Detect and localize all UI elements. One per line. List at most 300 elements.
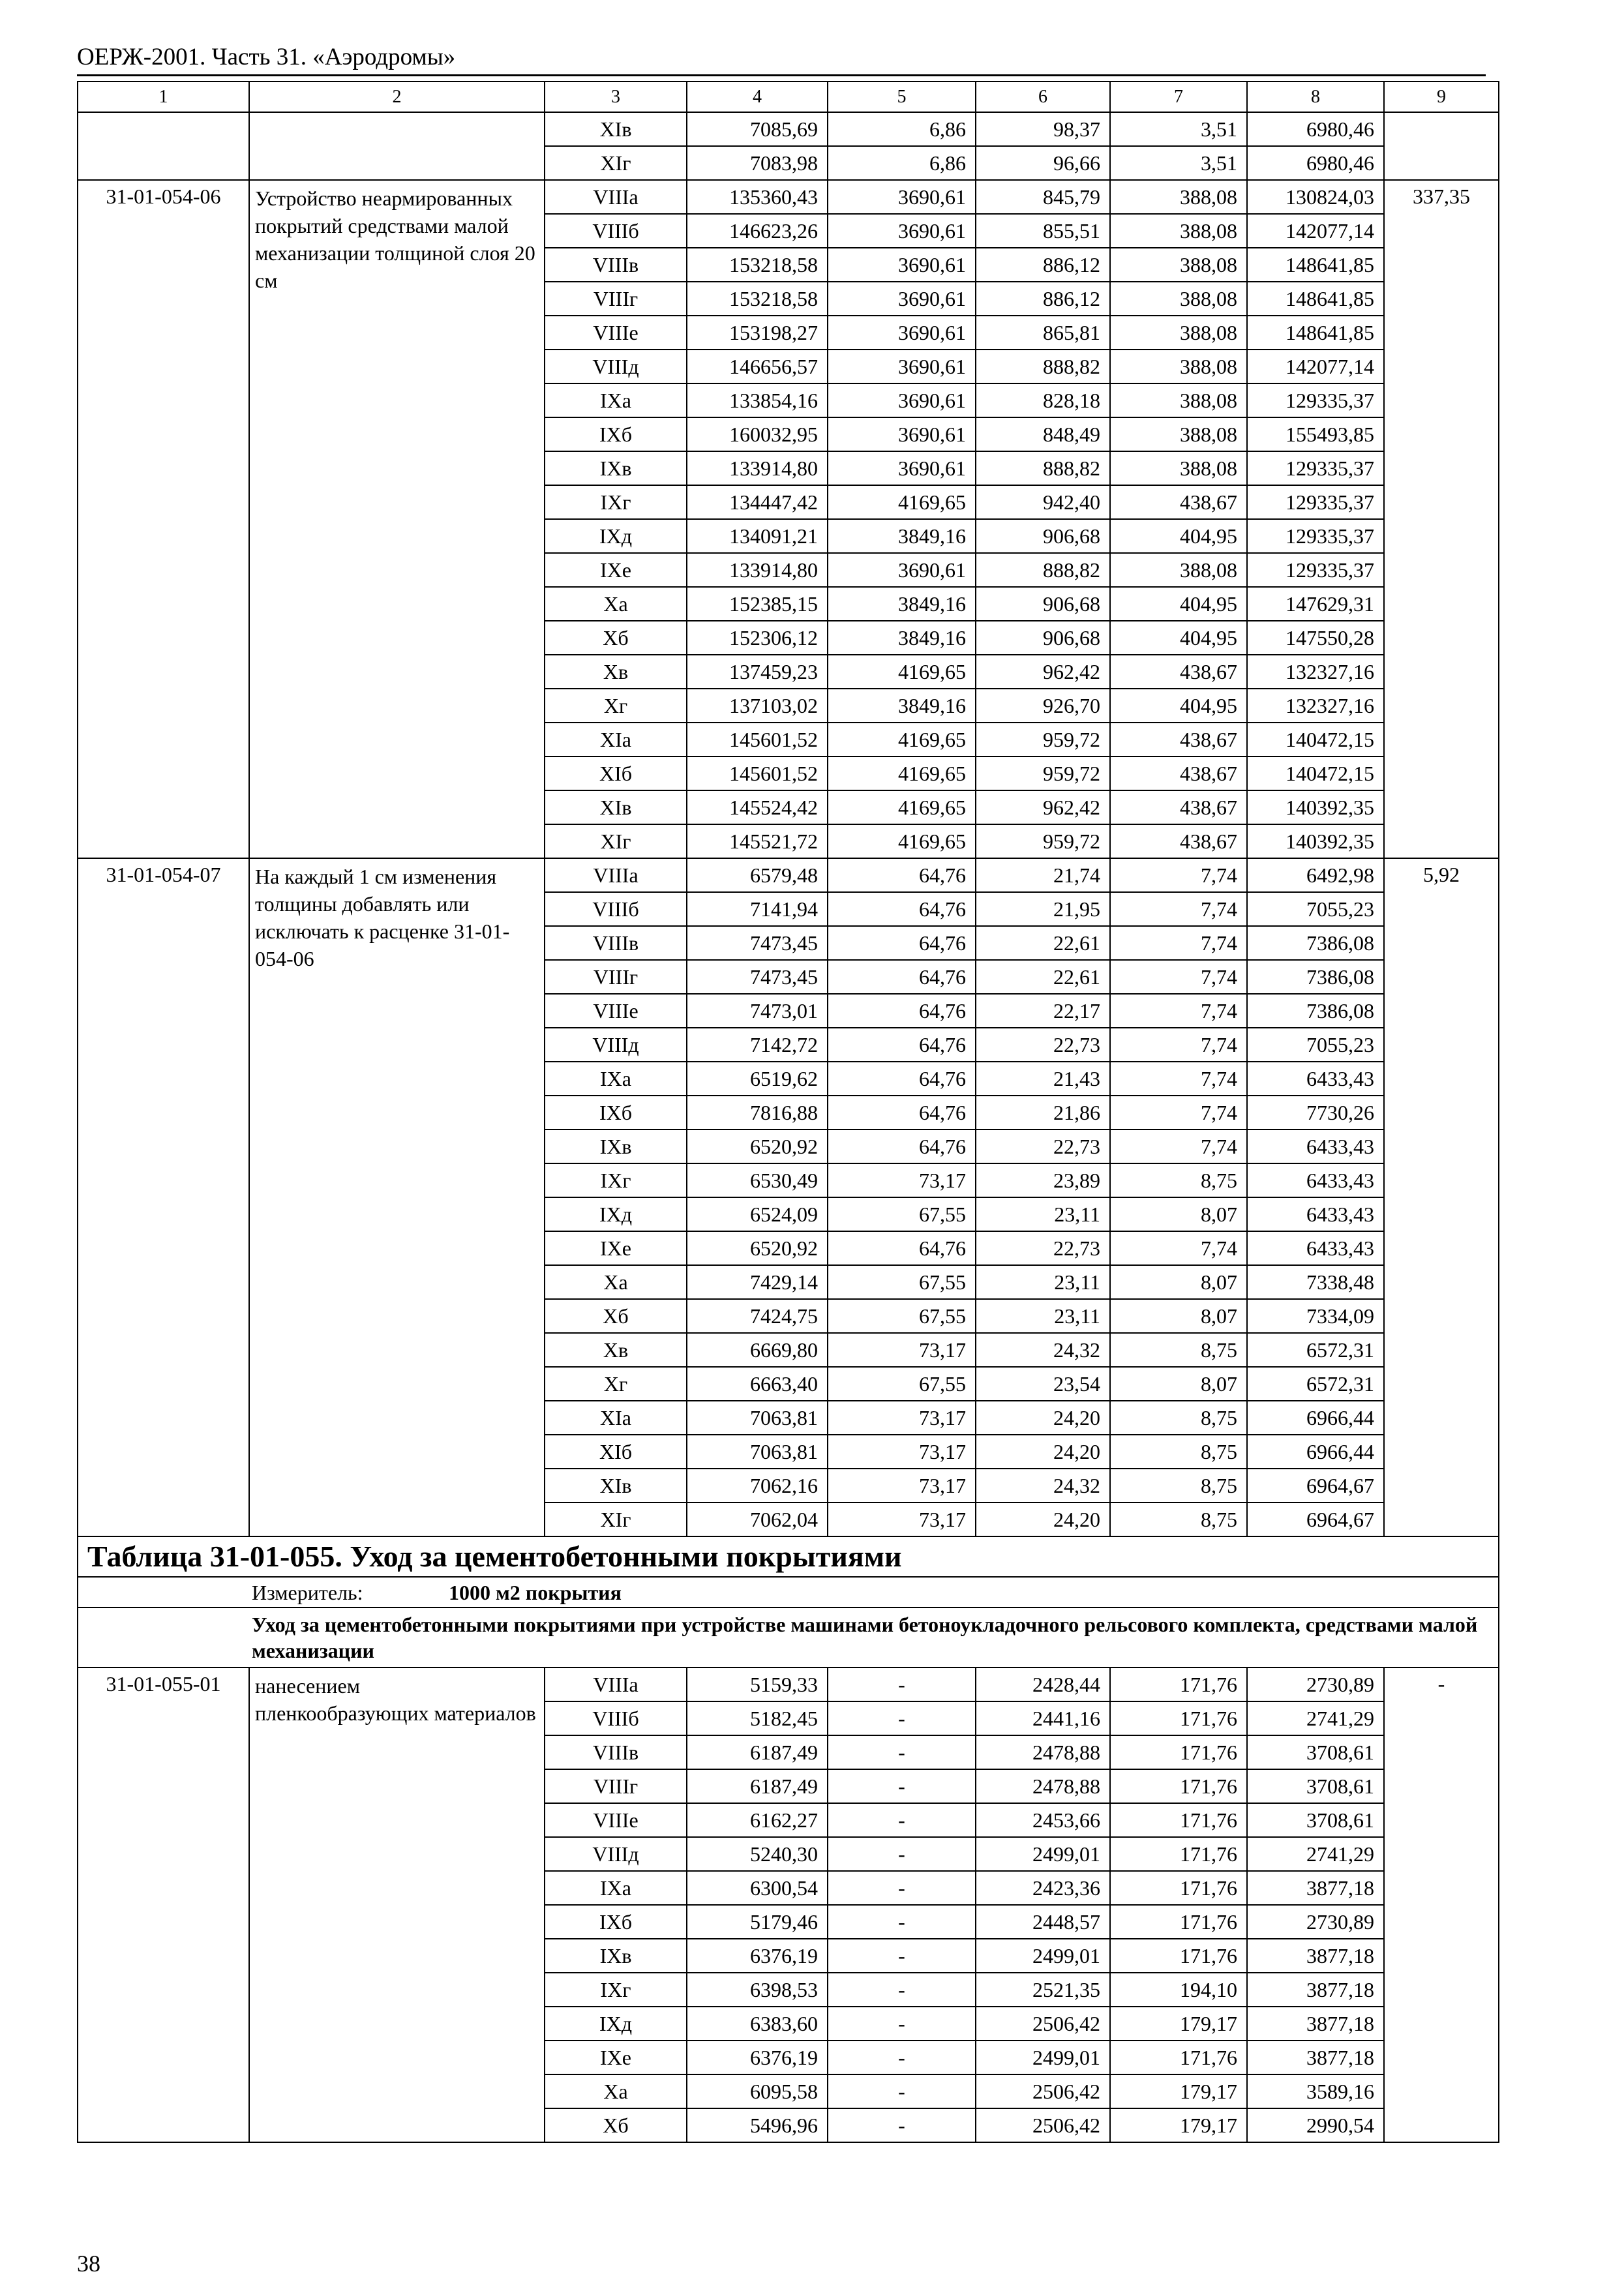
work-description: На каждый 1 см изменения толщины добавлять или исключать к расценке 31-01-054-06 <box>249 858 545 1536</box>
cell-operator-wages: 171,76 <box>1110 2041 1247 2074</box>
cell-materials: 2990,54 <box>1247 2108 1384 2142</box>
column-number-row <box>78 82 1499 112</box>
cell-machines: 959,72 <box>976 756 1110 790</box>
cell-zone: VIIIг <box>545 1769 687 1803</box>
cell-materials: 6964,67 <box>1247 1469 1384 1503</box>
cell-machine-wages: 3690,61 <box>828 451 976 485</box>
cell-total: 153218,58 <box>687 282 828 316</box>
cell-materials: 7730,26 <box>1247 1096 1384 1130</box>
cell-zone: IXд <box>545 519 687 553</box>
cell-labor <box>1384 112 1499 180</box>
cell-materials: 129335,37 <box>1247 451 1384 485</box>
cell-machines: 21,95 <box>976 892 1110 926</box>
cell-total: 134091,21 <box>687 519 828 553</box>
cell-machine-wages: 67,55 <box>828 1367 976 1401</box>
cell-total: 160032,95 <box>687 417 828 451</box>
cell-machines: 98,37 <box>976 112 1110 146</box>
cell-operator-wages: 171,76 <box>1110 1803 1247 1837</box>
cell-total: 7424,75 <box>687 1299 828 1333</box>
cell-zone: VIIIд <box>545 350 687 383</box>
cell-operator-wages: 179,17 <box>1110 2108 1247 2142</box>
cell-operator-wages: 404,95 <box>1110 621 1247 655</box>
cell-machine-wages: 3690,61 <box>828 316 976 350</box>
cell-total: 5159,33 <box>687 1668 828 1701</box>
cell-total: 6187,49 <box>687 1769 828 1803</box>
cell-machine-wages: - <box>828 1668 976 1701</box>
subtitle-cell <box>78 1608 1499 1668</box>
cell-machine-wages: 64,76 <box>828 926 976 960</box>
cell-zone: VIIIб <box>545 1701 687 1735</box>
cell-zone: IXб <box>545 1905 687 1939</box>
cell-total: 6520,92 <box>687 1130 828 1163</box>
cell-machines: 24,20 <box>976 1435 1110 1469</box>
cell-machines: 22,61 <box>976 960 1110 994</box>
cell-machine-wages: 3690,61 <box>828 553 976 587</box>
cell-materials: 7338,48 <box>1247 1265 1384 1299</box>
cell-zone: VIIIг <box>545 960 687 994</box>
cell-machines: 96,66 <box>976 146 1110 180</box>
cell-machine-wages: - <box>828 1735 976 1769</box>
cell-machines: 2478,88 <box>976 1769 1110 1803</box>
cell-zone: IXе <box>545 553 687 587</box>
cell-zone: XIв <box>545 790 687 824</box>
cell-machines: 906,68 <box>976 621 1110 655</box>
cell-machine-wages: 3849,16 <box>828 689 976 723</box>
cell-zone: VIIIв <box>545 926 687 960</box>
cell-operator-wages: 438,67 <box>1110 756 1247 790</box>
cell-materials: 6572,31 <box>1247 1367 1384 1401</box>
cell-operator-wages: 7,74 <box>1110 960 1247 994</box>
cell-materials: 132327,16 <box>1247 689 1384 723</box>
cell-total: 6669,80 <box>687 1333 828 1367</box>
cell-machine-wages: 67,55 <box>828 1299 976 1333</box>
cell-total: 7473,45 <box>687 926 828 960</box>
column-number: 3 <box>545 82 687 112</box>
cell-operator-wages: 8,07 <box>1110 1265 1247 1299</box>
cell-name <box>249 112 545 180</box>
cell-zone: Xa <box>545 587 687 621</box>
cell-total: 7063,81 <box>687 1401 828 1435</box>
cell-operator-wages: 388,08 <box>1110 350 1247 383</box>
work-description: нанесением пленкообразующих материалов <box>249 1668 545 2142</box>
cell-machine-wages: 3849,16 <box>828 519 976 553</box>
cell-operator-wages: 438,67 <box>1110 655 1247 689</box>
cell-total: 152306,12 <box>687 621 828 655</box>
cell-zone: XIб <box>545 756 687 790</box>
cell-materials: 129335,37 <box>1247 485 1384 519</box>
column-number: 4 <box>687 82 828 112</box>
cell-materials: 3877,18 <box>1247 2007 1384 2041</box>
cell-materials: 129335,37 <box>1247 383 1384 417</box>
cell-operator-wages: 388,08 <box>1110 553 1247 587</box>
table-row <box>78 180 1499 214</box>
cell-operator-wages: 8,75 <box>1110 1333 1247 1367</box>
cell-machines: 2448,57 <box>976 1905 1110 1939</box>
cell-machines: 959,72 <box>976 723 1110 756</box>
cell-machine-wages: 67,55 <box>828 1265 976 1299</box>
cell-machine-wages: 64,76 <box>828 994 976 1028</box>
cell-machines: 886,12 <box>976 248 1110 282</box>
cell-machine-wages: 4169,65 <box>828 790 976 824</box>
cell-zone: VIIIе <box>545 316 687 350</box>
cell-total: 6162,27 <box>687 1803 828 1837</box>
cell-materials: 6492,98 <box>1247 858 1384 892</box>
cell-zone: IXв <box>545 1130 687 1163</box>
cell-zone: XIг <box>545 824 687 858</box>
column-number: 1 <box>78 82 249 112</box>
cell-machine-wages: 3690,61 <box>828 214 976 248</box>
cell-total: 6663,40 <box>687 1367 828 1401</box>
cell-machines: 2423,36 <box>976 1871 1110 1905</box>
cell-machine-wages: 6,86 <box>828 146 976 180</box>
cell-machines: 2499,01 <box>976 2041 1110 2074</box>
cell-machines: 886,12 <box>976 282 1110 316</box>
cell-machine-wages: 6,86 <box>828 112 976 146</box>
cell-materials: 132327,16 <box>1247 655 1384 689</box>
cell-total: 6187,49 <box>687 1735 828 1769</box>
cell-total: 137103,02 <box>687 689 828 723</box>
table-row <box>78 1668 1499 1701</box>
cell-zone: Xб <box>545 621 687 655</box>
cell-zone: Xв <box>545 1333 687 1367</box>
cell-operator-wages: 388,08 <box>1110 214 1247 248</box>
column-number: 6 <box>976 82 1110 112</box>
cell-machines: 21,86 <box>976 1096 1110 1130</box>
cell-materials: 147550,28 <box>1247 621 1384 655</box>
cell-machines: 906,68 <box>976 519 1110 553</box>
cell-materials: 155493,85 <box>1247 417 1384 451</box>
cell-operator-wages: 3,51 <box>1110 146 1247 180</box>
column-number: 2 <box>249 82 545 112</box>
cell-zone: Xб <box>545 1299 687 1333</box>
cell-machines: 962,42 <box>976 655 1110 689</box>
cell-total: 133914,80 <box>687 553 828 587</box>
cell-zone: IXг <box>545 1973 687 2007</box>
cell-machine-wages: - <box>828 1701 976 1735</box>
cell-operator-wages: 7,74 <box>1110 1062 1247 1096</box>
cell-machine-wages: 73,17 <box>828 1503 976 1536</box>
cell-machines: 926,70 <box>976 689 1110 723</box>
cell-machines: 888,82 <box>976 350 1110 383</box>
cell-operator-wages: 7,74 <box>1110 1231 1247 1265</box>
cell-zone: IXе <box>545 2041 687 2074</box>
header-title: ОЕРЖ-2001. Часть 31. «Аэродромы» <box>77 44 456 70</box>
cell-operator-wages: 438,67 <box>1110 485 1247 519</box>
cell-materials: 140472,15 <box>1247 756 1384 790</box>
cell-machines: 24,20 <box>976 1401 1110 1435</box>
rate-code: 31-01-055-01 <box>78 1668 249 2142</box>
cell-machine-wages: - <box>828 2041 976 2074</box>
cell-total: 7062,16 <box>687 1469 828 1503</box>
cell-total: 7429,14 <box>687 1265 828 1299</box>
cell-materials: 148641,85 <box>1247 282 1384 316</box>
cell-zone: IXб <box>545 417 687 451</box>
cell-machines: 23,54 <box>976 1367 1110 1401</box>
cell-total: 6520,92 <box>687 1231 828 1265</box>
column-number: 9 <box>1384 82 1499 112</box>
cell-machine-wages: 64,76 <box>828 1130 976 1163</box>
cell-materials: 2730,89 <box>1247 1905 1384 1939</box>
cell-operator-wages: 388,08 <box>1110 383 1247 417</box>
cell-total: 6530,49 <box>687 1163 828 1197</box>
cell-machine-wages: 4169,65 <box>828 723 976 756</box>
cell-machine-wages: 4169,65 <box>828 824 976 858</box>
cell-machine-wages: - <box>828 2007 976 2041</box>
cell-machine-wages: 3690,61 <box>828 248 976 282</box>
cell-zone: IXб <box>545 1096 687 1130</box>
cell-total: 7062,04 <box>687 1503 828 1536</box>
cell-zone: XIa <box>545 723 687 756</box>
cell-total: 133854,16 <box>687 383 828 417</box>
cell-operator-wages: 404,95 <box>1110 519 1247 553</box>
cell-machine-wages: 4169,65 <box>828 485 976 519</box>
cell-total: 7473,45 <box>687 960 828 994</box>
cell-operator-wages: 171,76 <box>1110 1837 1247 1871</box>
cell-machines: 848,49 <box>976 417 1110 451</box>
cell-materials: 6433,43 <box>1247 1197 1384 1231</box>
measure-wrap <box>83 1581 622 1604</box>
cell-operator-wages: 7,74 <box>1110 994 1247 1028</box>
cell-materials: 6980,46 <box>1247 112 1384 146</box>
section-title: Таблица 31-01-055. Уход за цементобетонными покрытиями <box>78 1536 1499 1577</box>
cell-zone: Xг <box>545 1367 687 1401</box>
cell-zone: IXд <box>545 2007 687 2041</box>
cell-machines: 24,20 <box>976 1503 1110 1536</box>
cell-zone: XIб <box>545 1435 687 1469</box>
cell-machine-wages: 73,17 <box>828 1401 976 1435</box>
cell-machines: 22,17 <box>976 994 1110 1028</box>
cell-machines: 845,79 <box>976 180 1110 214</box>
cell-machines: 23,89 <box>976 1163 1110 1197</box>
cell-operator-wages: 7,74 <box>1110 1028 1247 1062</box>
cell-total: 5182,45 <box>687 1701 828 1735</box>
table-row <box>78 112 1499 146</box>
cell-machine-wages: 64,76 <box>828 858 976 892</box>
cell-operator-wages: 171,76 <box>1110 1905 1247 1939</box>
cell-materials: 3589,16 <box>1247 2074 1384 2108</box>
cell-machines: 23,11 <box>976 1197 1110 1231</box>
cell-machines: 21,74 <box>976 858 1110 892</box>
labor-cost: - <box>1384 1668 1499 2142</box>
cell-machines: 942,40 <box>976 485 1110 519</box>
cell-machines: 2499,01 <box>976 1837 1110 1871</box>
cell-machines: 2521,35 <box>976 1973 1110 2007</box>
page-header <box>77 40 1486 80</box>
cell-zone: IXг <box>545 485 687 519</box>
cell-zone: VIIIв <box>545 1735 687 1769</box>
cell-operator-wages: 8,07 <box>1110 1367 1247 1401</box>
cell-materials: 7055,23 <box>1247 892 1384 926</box>
cell-total: 146656,57 <box>687 350 828 383</box>
cell-operator-wages: 388,08 <box>1110 316 1247 350</box>
cell-zone: VIIIa <box>545 1668 687 1701</box>
cell-operator-wages: 388,08 <box>1110 451 1247 485</box>
cell-total: 134447,42 <box>687 485 828 519</box>
cell-operator-wages: 7,74 <box>1110 1130 1247 1163</box>
cell-machines: 2478,88 <box>976 1735 1110 1769</box>
cell-operator-wages: 388,08 <box>1110 282 1247 316</box>
cell-total: 6376,19 <box>687 2041 828 2074</box>
subtitle-row <box>78 1608 1499 1668</box>
cell-machines: 2428,44 <box>976 1668 1110 1701</box>
measure-label: Измеритель: <box>252 1580 363 1604</box>
cell-machine-wages: 64,76 <box>828 1062 976 1096</box>
cell-materials: 140472,15 <box>1247 723 1384 756</box>
cell-materials: 3877,18 <box>1247 1871 1384 1905</box>
cell-total: 152385,15 <box>687 587 828 621</box>
cell-operator-wages: 8,75 <box>1110 1469 1247 1503</box>
cell-machines: 888,82 <box>976 553 1110 587</box>
cell-materials: 148641,85 <box>1247 248 1384 282</box>
rate-code: 31-01-054-06 <box>78 180 249 858</box>
cell-zone: VIIIе <box>545 994 687 1028</box>
cell-machine-wages: 64,76 <box>828 1096 976 1130</box>
cell-code <box>78 112 249 180</box>
cell-total: 6579,48 <box>687 858 828 892</box>
cell-machine-wages: 3690,61 <box>828 383 976 417</box>
cell-zone: XIa <box>545 1401 687 1435</box>
cell-machines: 2506,42 <box>976 2007 1110 2041</box>
cell-operator-wages: 194,10 <box>1110 1973 1247 2007</box>
cell-machine-wages: 73,17 <box>828 1163 976 1197</box>
cell-zone: VIIIa <box>545 180 687 214</box>
cell-materials: 6433,43 <box>1247 1231 1384 1265</box>
cell-machines: 23,11 <box>976 1265 1110 1299</box>
cell-zone: IXa <box>545 1871 687 1905</box>
cell-materials: 140392,35 <box>1247 824 1384 858</box>
cell-total: 7142,72 <box>687 1028 828 1062</box>
cell-machines: 22,73 <box>976 1231 1110 1265</box>
cell-machine-wages: 3849,16 <box>828 621 976 655</box>
cell-machine-wages: 3690,61 <box>828 417 976 451</box>
cell-materials: 6572,31 <box>1247 1333 1384 1367</box>
cell-total: 137459,23 <box>687 655 828 689</box>
cell-materials: 142077,14 <box>1247 214 1384 248</box>
cell-operator-wages: 438,67 <box>1110 824 1247 858</box>
table-body <box>78 82 1499 2142</box>
cell-machine-wages: - <box>828 1769 976 1803</box>
section-subtitle: Уход за цементобетонными покрытиями при устройстве машинами бетоноукладочного рельсового комплекта, средствами малой механизации <box>252 1613 1478 1662</box>
cell-machines: 865,81 <box>976 316 1110 350</box>
cell-total: 7063,81 <box>687 1435 828 1469</box>
cell-operator-wages: 388,08 <box>1110 417 1247 451</box>
cell-zone: IXa <box>545 1062 687 1096</box>
cell-materials: 3877,18 <box>1247 2041 1384 2074</box>
cell-machines: 2506,42 <box>976 2074 1110 2108</box>
cell-machine-wages: - <box>828 2074 976 2108</box>
cell-materials: 7386,08 <box>1247 926 1384 960</box>
cell-materials: 142077,14 <box>1247 350 1384 383</box>
cell-machine-wages: - <box>828 1803 976 1837</box>
column-number: 5 <box>828 82 976 112</box>
cell-zone: XIг <box>545 1503 687 1536</box>
cell-total: 135360,43 <box>687 180 828 214</box>
cell-materials: 6433,43 <box>1247 1062 1384 1096</box>
cell-zone: IXг <box>545 1163 687 1197</box>
cell-zone: VIIIд <box>545 1028 687 1062</box>
cell-operator-wages: 388,08 <box>1110 180 1247 214</box>
cell-materials: 3877,18 <box>1247 1939 1384 1973</box>
cell-materials: 3708,61 <box>1247 1803 1384 1837</box>
cell-materials: 129335,37 <box>1247 553 1384 587</box>
section-title-row <box>78 1536 1499 1577</box>
cell-total: 7473,01 <box>687 994 828 1028</box>
cell-total: 6095,58 <box>687 2074 828 2108</box>
cell-operator-wages: 171,76 <box>1110 1871 1247 1905</box>
header-rule <box>77 74 1486 76</box>
cell-machines: 962,42 <box>976 790 1110 824</box>
cell-operator-wages: 8,07 <box>1110 1299 1247 1333</box>
cell-materials: 6966,44 <box>1247 1401 1384 1435</box>
cell-operator-wages: 404,95 <box>1110 587 1247 621</box>
cell-machine-wages: 64,76 <box>828 1028 976 1062</box>
cell-machines: 828,18 <box>976 383 1110 417</box>
cell-operator-wages: 404,95 <box>1110 689 1247 723</box>
cell-zone: VIIIд <box>545 1837 687 1871</box>
cell-materials: 6980,46 <box>1247 146 1384 180</box>
cell-materials: 6433,43 <box>1247 1163 1384 1197</box>
cell-zone: Xa <box>545 1265 687 1299</box>
cell-total: 145601,52 <box>687 756 828 790</box>
cell-machine-wages: 3690,61 <box>828 180 976 214</box>
cell-machine-wages: 67,55 <box>828 1197 976 1231</box>
cell-materials: 129335,37 <box>1247 519 1384 553</box>
cell-total: 6383,60 <box>687 2007 828 2041</box>
cell-materials: 7386,08 <box>1247 960 1384 994</box>
column-number: 8 <box>1247 82 1384 112</box>
cell-materials: 6433,43 <box>1247 1130 1384 1163</box>
cell-zone: VIIIб <box>545 214 687 248</box>
cell-machine-wages: - <box>828 1939 976 1973</box>
cell-total: 145524,42 <box>687 790 828 824</box>
cell-materials: 6964,67 <box>1247 1503 1384 1536</box>
measure-cell <box>78 1577 1499 1608</box>
cell-zone: Xг <box>545 689 687 723</box>
cell-machine-wages: 4169,65 <box>828 655 976 689</box>
cell-operator-wages: 171,76 <box>1110 1939 1247 1973</box>
column-number: 7 <box>1110 82 1247 112</box>
cell-operator-wages: 7,74 <box>1110 926 1247 960</box>
cell-operator-wages: 171,76 <box>1110 1769 1247 1803</box>
cell-zone: IXд <box>545 1197 687 1231</box>
labor-cost: 5,92 <box>1384 858 1499 1536</box>
cell-zone: IXв <box>545 1939 687 1973</box>
cell-zone: Xa <box>545 2074 687 2108</box>
measure-value: 1000 м2 покрытия <box>449 1580 622 1604</box>
cell-total: 7085,69 <box>687 112 828 146</box>
cell-machine-wages: 64,76 <box>828 960 976 994</box>
cell-machine-wages: - <box>828 1905 976 1939</box>
cell-total: 145601,52 <box>687 723 828 756</box>
cell-machine-wages: 73,17 <box>828 1469 976 1503</box>
rates-table <box>77 81 1499 2143</box>
cell-total: 5496,96 <box>687 2108 828 2142</box>
cell-machine-wages: 4169,65 <box>828 756 976 790</box>
cell-zone: IXa <box>545 383 687 417</box>
cell-materials: 140392,35 <box>1247 790 1384 824</box>
cell-machine-wages: - <box>828 2108 976 2142</box>
cell-total: 6300,54 <box>687 1871 828 1905</box>
cell-machine-wages: - <box>828 1973 976 2007</box>
cell-operator-wages: 3,51 <box>1110 112 1247 146</box>
cell-materials: 3708,61 <box>1247 1769 1384 1803</box>
cell-machines: 959,72 <box>976 824 1110 858</box>
cell-machines: 2453,66 <box>976 1803 1110 1837</box>
cell-materials: 7055,23 <box>1247 1028 1384 1062</box>
cell-materials: 130824,03 <box>1247 180 1384 214</box>
cell-machines: 2506,42 <box>976 2108 1110 2142</box>
cell-machine-wages: - <box>828 1837 976 1871</box>
